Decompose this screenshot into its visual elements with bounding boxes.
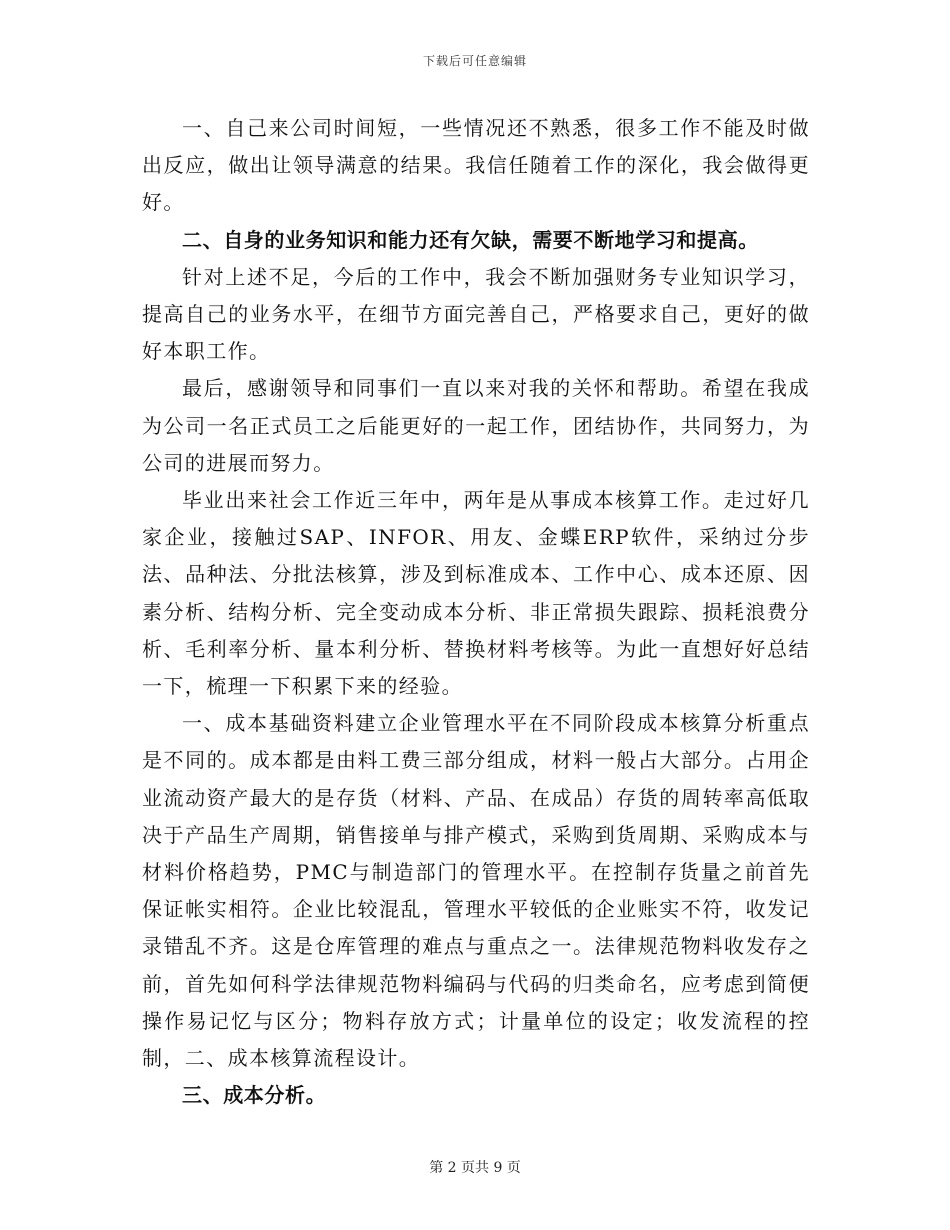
paragraph-5: 毕业出来社会工作近三年中，两年是从事成本核算工作。走过好几家企业，接触过SAP、INFOR、用友、金蝶ERP软件，采纳过分步法、品种法、分批法核算，涉及到标准成本、工作中心、成本还原、因素分析、结构分析、完全变动成本分析、非正常损失跟踪、损耗浪费分析、毛利率分析、量本利分析、替换材料考核等。为此一直想好好总结一下，梳理一下积累下来的经验。 (142, 488, 810, 699)
paragraph-6: 一、成本基础资料建立企业管理水平在不同阶段成本核算分析重点是不同的。成本都是由料工费三部分组成，材料一般占大部分。占用企业流动资产最大的是存货（材料、产品、在成品）存货的周转率高低取决于产品生产周期，销售接单与排产模式，采购到货周期、采购成本与材料价格趋势，PMC与制造部门的管理水平。在控制存货量之前首先保证帐实相符。企业比较混乱，管理水平较低的企业账实不符，收发记录错乱不齐。这是仓库管理的难点与重点之一。法律规范物料收发存之前，首先如何科学法律规范物料编码与代码的归类命名，应考虑到简便操作易记忆与区分；物料存放方式；计量单位的设定；收发流程的控制，二、成本核算流程设计。 (142, 711, 810, 1071)
document-body (142, 110, 810, 1114)
paragraph-4: 最后，感谢领导和同事们一直以来对我的关怀和帮助。希望在我成为公司一名正式员工之后能更好的一起工作，团结协作，共同努力，为公司的进展而努力。 (142, 376, 810, 475)
paragraph-3: 针对上述不足，今后的工作中，我会不断加强财务专业知识学习，提高自己的业务水平，在细节方面完善自己，严格要求自己，更好的做好本职工作。 (142, 264, 810, 364)
paragraph-1: 一、自己来公司时间短，一些情况还不熟悉，很多工作不能及时做出反应，做出让领导满意的结果。我信任随着工作的深化，我会做得更好。 (142, 116, 810, 215)
paragraph-7-heading: 三、成本分析。 (182, 1083, 327, 1108)
paragraph-2-heading: 二、自身的业务知识和能力还有欠缺，需要不断地学习和提高。 (182, 227, 759, 252)
page-header: 下载后可任意编辑 (422, 54, 527, 68)
page-number-footer: 第 2 页共 9 页 (429, 1160, 521, 1176)
